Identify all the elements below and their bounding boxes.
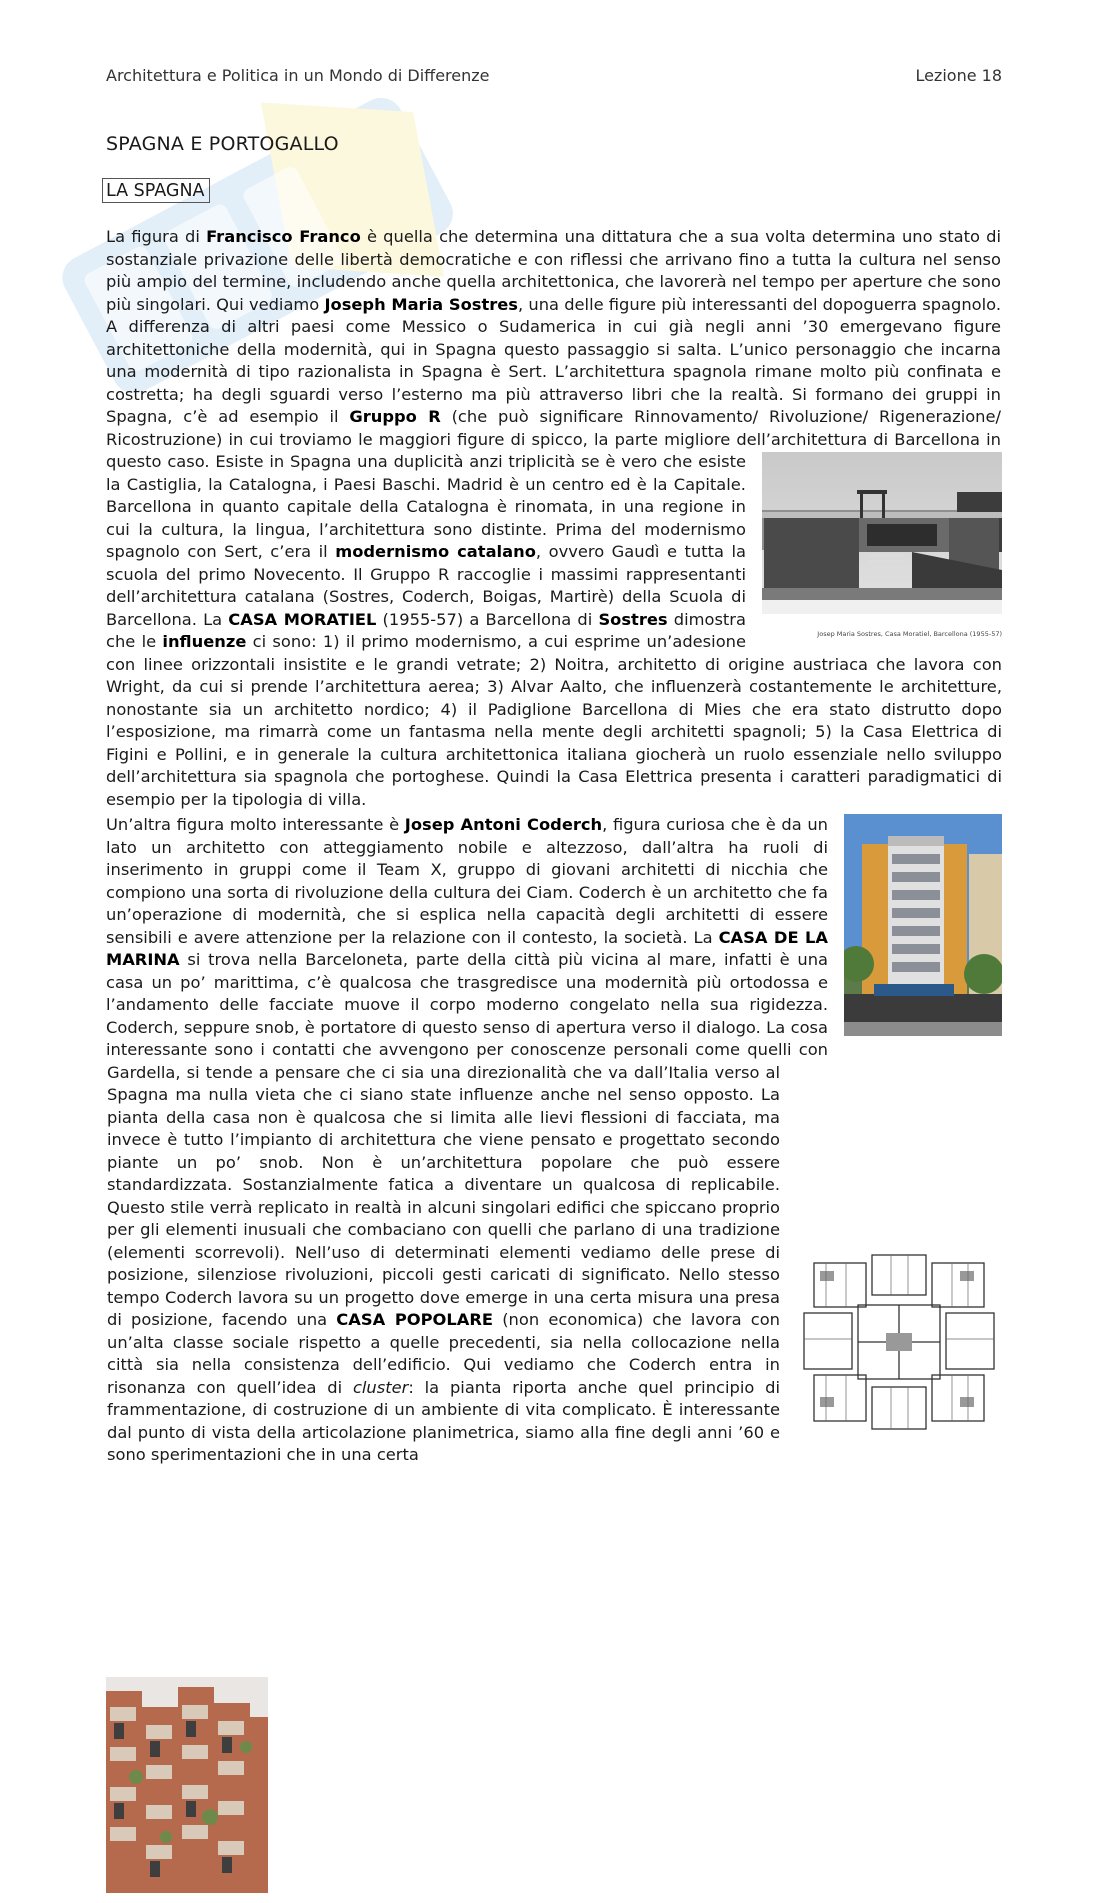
section-title: SPAGNA E PORTOGALLO xyxy=(106,133,339,155)
bold-term: influenze xyxy=(162,632,247,651)
italic-term: cluster xyxy=(352,1377,409,1397)
bold-term: Josep Antoni Coderch xyxy=(404,815,603,834)
paragraph-text: Un’altra figura molto interessante è Josep Antoni Coderch, figura curiosa che è da un lato un architetto con atteggiamento nobile e altezzoso, dall’altra ha ruoli di inserimento in gruppi come il Team X, gruppo di giovani architetti di nicchia che compiono una sorta di rivoluzione della cultura dei Ciam. Coderch è un architetto che fa un’operazione di modernità, che si esplica nella capacità degli architetti di essere sensibili e avere attenzione per la relazione con il contesto, la società. La CASA DE LA MARINA si trova nella Barceloneta, parte della città più vicina al mare, infatti è una casa un po’ marittima, c’è qualcosa che trasgredisce una modernità più ortodossa e l’andamento delle facciate muove il corpo moderno congelato nella sua rigidezza. Coderch, seppure snob, è portatore di questo senso di apertura verso il dialogo. La cosa interessante sono i contatti che avvengono per conoscenze personali come quelli con Gardella, si tende a pensare che ci sia una direzionalità che va dall’Italia verso al Spagna ma nulla vieta che ci siano state influenze anche nel senso opposto. La pianta della casa non è qualcosa che si limita alle lievi flessioni di facciata, ma invece è tutto l’impianto di architettura che viene pensato e progettato secondo piante un po’ snob. Non è un’architettura popolare che può essere standardizzata. Sostanzialmente fatica a diventare un qualcosa di replicabile. Questo stile verrà replicato in realtà in alcuni singolari edifici che spiccano proprio per gli elementi inusuali che combaciano con quelli che parlano di una tradizione (elementi scorrevoli). Nell’uso di determinati elementi vediamo delle prese di posizione, silenziose rivoluzioni, piccoli gesti caricati di significato. Nello stesso tempo Coderch lavora su un progetto dove emerge in una certa misura una presa di posizione, facendo una CASA POPOLARE (non economica) che lavora con un’alta classe sociale rispetto a quelle precedenti, sia nella collocazione nella città sia nella consistenza dell’edificio. Qui vediamo che Coderch entra in risonanza con quell’idea di cluster: la pianta riporta anche quel principio di frammentazione, di costruzione di un ambiente di vita complicato. È interessante dal punto di vista della articolazione planimetrica, siamo alla fine degli anni ’60 e sono sperimentazioni che in una certa xyxy=(106,815,829,1464)
bold-term: CASA DE LA MARINA xyxy=(106,927,829,969)
figure-casa-popolare-plan xyxy=(796,1247,1002,1444)
bold-term: CASA POPOLARE xyxy=(336,1310,494,1329)
paragraph-text: La figura di Francisco Franco è quella che determina una dittatura che a sua volta determina uno stato di sostanziale privazione delle libertà democratiche e con riflessi che arrivano fino a tutta la cultura nel senso più ampio del termine, includendo anche quella architettonica, che lavorerà nel tempo per aperture che sono più singolari. Qui vediamo Joseph Maria Sostres, una delle figure più interessanti del dopoguerra spagnolo. A differenza di altri paesi come Messico o Sudamerica in cui già negli anni ’30 emergevano figure architettoniche della modernità, qui in Spagna questo passaggio si salta. L’unico personaggio che incarna una modernità di tipo razionalista in Spagna è Sert. L’architettura spagnola rimane molto più confinata e costretta; ha degli sguardi verso l’esterno ma più attraverso libri che la realtà. Si formano dei gruppi in Spagna, c’è ad esempio il Gruppo R (che può significare Rinnovamento/ Rivoluzione/ Rigenerazione/ Ricostruzione) in cui troviamo le maggiori figure di spicco, la parte migliore dell’architettura di Barcellona in questo caso. Esiste in Spagna una duplicità anzi triplicità se è vero che esiste la Castiglia, la Catalogna, i Paesi Baschi. Madrid è un centro ed è la Capitale. Barcellona in quanto capitale della Catalogna è rinomata, in una regione in cui la cultura, la lingua, l’architettura sono distinte. Prima del modernismo spagnolo con Sert, c’era il modernismo catalano, ovvero Gaudì e tutta la scuola del primo Novecento. Il Gruppo R raccoglie i massimi rappresentanti dell’architettura catalana (Sostres, Coderch, Boigas, Martirè) della Scuola di Barcellona. La CASA MORATIEL (1955-57) a Barcellona di Sostres dimostra che le influenze ci sono: 1) il primo modernismo, a cui esprime un’adesione con linee orizzontali insistite e le grandi vetrate; 2) Noitra, architetto di origine austriaca che lavora con Wright, da cui si prende l’architettura aerea; 3) Alvar Aalto, che influenzerà costantemente le architetture, nonostante sia un architetto nordico; 4) il Padiglione Barcellona di Mies che era stato distrutto dopo l’esposizione, ma rimarrà come un fantasma nella mente degli architetti spagnoli; 5) la Casa Elettrica di Figini e Pollini, e in generale la cultura architettonica italiana giocherà un ruolo essenziale nello sviluppo dell’architettura sia spagnola che portoghese. Quindi la Casa Elettrica presenta i caratteri paradigmatici di esempio per la tipologia di villa. xyxy=(106,227,1002,809)
paragraph-la-spagna xyxy=(106,226,1002,811)
floor-plan-drawing xyxy=(796,1247,1002,1437)
casa-moratiel-photo xyxy=(762,452,1002,614)
paragraph-coderch xyxy=(106,814,1002,1903)
bold-term: Sostres xyxy=(598,609,668,629)
bold-term: Gruppo R xyxy=(349,407,441,426)
casa-de-la-marina-photo xyxy=(844,814,1002,1036)
bold-term: Joseph Maria Sostres xyxy=(324,294,518,314)
figure-casa-popolare-photo xyxy=(106,1677,268,1900)
bold-term: modernismo catalano xyxy=(335,542,536,561)
bold-term: Francisco Franco xyxy=(206,227,361,246)
course-title: Architettura e Politica in un Mondo di Differenze xyxy=(106,66,490,85)
subsection-title: LA SPAGNA xyxy=(102,178,210,203)
figure-casa-de-la-marina xyxy=(844,814,1002,1043)
page-header xyxy=(106,66,1002,88)
bold-term: CASA MORATIEL xyxy=(228,609,377,629)
figure-caption: Josep Maria Sostres, Casa Moratiel, Barcellona (1955-57) xyxy=(817,629,1002,638)
figure-casa-moratiel xyxy=(762,452,1002,645)
casa-popolare-photo xyxy=(106,1677,268,1893)
lesson-number: Lezione 18 xyxy=(915,66,1002,85)
